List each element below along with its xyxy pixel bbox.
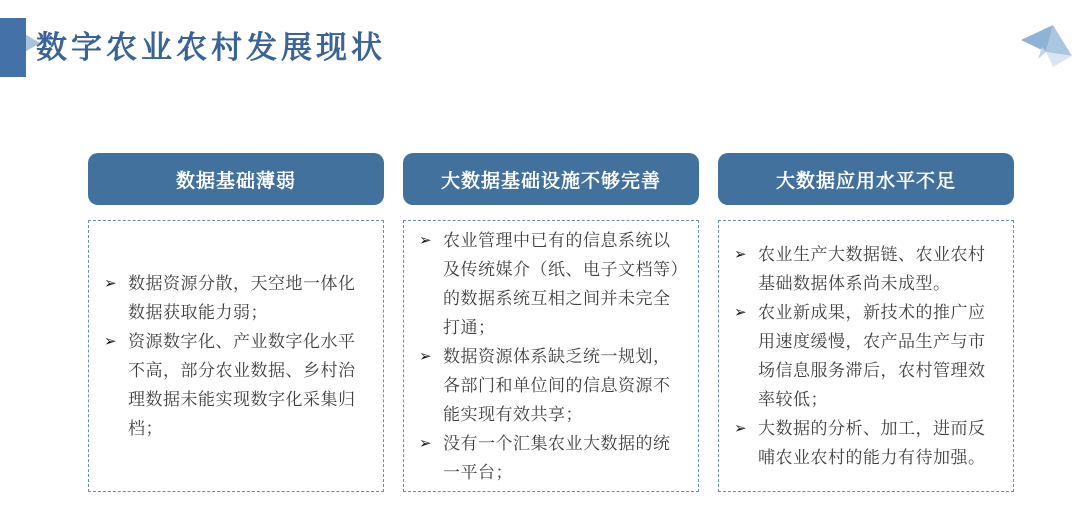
column-body [88,220,384,492]
arrow-bullet-icon: ➢ [419,231,432,249]
column-infrastructure [403,153,699,492]
bullet-item [417,226,686,342]
column-header: 大数据应用水平不足 [718,153,1014,205]
bullet-text: 农业新成果，新技术的推广应用速度缓慢，农产品生产与市场信息服务滞后，农村管理效率较低； [758,303,986,409]
column-header: 数据基础薄弱 [88,153,384,205]
paper-plane-icon [998,19,1076,79]
bullet-item [417,429,686,487]
arrow-bullet-icon: ➢ [734,420,747,437]
bullet-item [732,414,1001,472]
column-data-foundation [88,153,384,492]
columns [88,153,1014,492]
arrow-bullet-icon: ➢ [734,246,747,263]
bullet-item [102,269,371,327]
arrow-bullet-icon: ➢ [419,434,432,452]
bullet-item [417,342,686,429]
bullet-item [732,240,1001,298]
column-body [403,220,699,492]
title-row [0,16,1080,80]
bullet-text: 资源数字化、产业数字化水平不高，部分农业数据、乡村治理数据未能实现数字化采集归档； [128,332,356,438]
bullet-text: 数据资源体系缺乏统一规划，各部门和单位间的信息资源不能实现有效共享； [443,346,671,424]
page-title: 数字农业农村发展现状 [36,30,386,65]
bullet-item [732,298,1001,414]
arrow-bullet-icon: ➢ [104,333,117,350]
bullet-text: 农业生产大数据链、农业农村基础数据体系尚未成型。 [758,245,986,293]
column-body [718,220,1014,492]
bullet-text: 大数据的分析、加工，进而反哺农业农村的能力有待加强。 [758,419,986,467]
bullet-text: 农业管理中已有的信息系统以及传统媒介（纸、电子文档等）的数据系统互相之间并未完全打通； [443,230,680,337]
arrow-bullet-icon: ➢ [734,304,747,321]
arrow-bullet-icon: ➢ [104,275,117,292]
column-header: 大数据基础设施不够完善 [403,153,699,205]
bullet-text: 数据资源分散，天空地一体化数据获取能力弱； [128,274,356,322]
bullet-item [102,327,371,443]
column-application-level [718,153,1014,492]
bullet-text: 没有一个汇集农业大数据的统一平台； [443,433,671,482]
arrow-bullet-icon: ➢ [419,347,432,365]
